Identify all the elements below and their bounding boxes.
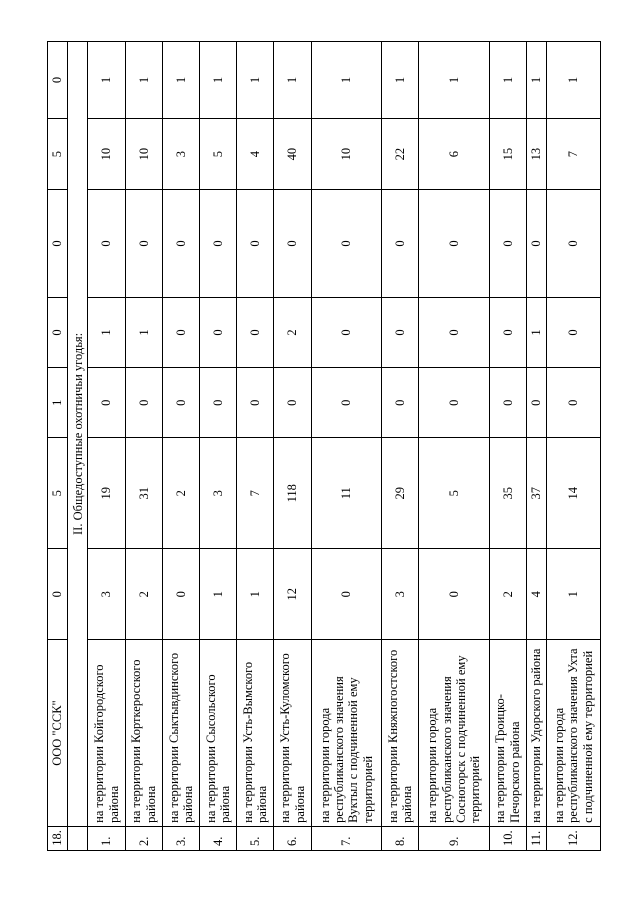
table-body xyxy=(48,42,601,851)
row-value: 22 xyxy=(382,118,419,189)
row-name: на территории Койгородского района xyxy=(88,640,125,827)
header-name: ООО "ССК" xyxy=(48,640,68,827)
row-value: 0 xyxy=(382,190,419,298)
row-value: 3 xyxy=(162,118,199,189)
row-value: 0 xyxy=(489,297,526,367)
row-value: 1 xyxy=(382,42,419,119)
row-value: 1 xyxy=(489,42,526,119)
table-row xyxy=(125,42,162,851)
row-name: на территории Троицко-Печорского района xyxy=(489,640,526,827)
row-value: 0 xyxy=(419,368,489,438)
row-value: 4 xyxy=(526,549,546,640)
row-index: 6. xyxy=(274,826,311,850)
row-value: 37 xyxy=(526,438,546,549)
table-row xyxy=(88,42,125,851)
row-value: 0 xyxy=(311,190,381,298)
row-value: 1 xyxy=(125,297,162,367)
row-value: 1 xyxy=(274,42,311,119)
row-value: 1 xyxy=(526,42,546,119)
header-value: 0 xyxy=(48,42,68,119)
table-row xyxy=(547,42,601,851)
row-value: 1 xyxy=(526,297,546,367)
row-name: на территории Усть-Куломского района xyxy=(274,640,311,827)
row-value: 1 xyxy=(237,42,274,119)
row-value: 0 xyxy=(125,190,162,298)
row-value: 10 xyxy=(88,118,125,189)
row-value: 2 xyxy=(125,549,162,640)
row-value: 0 xyxy=(489,368,526,438)
row-value: 0 xyxy=(200,297,237,367)
row-value: 7 xyxy=(237,438,274,549)
row-value: 2 xyxy=(162,438,199,549)
row-value: 0 xyxy=(274,368,311,438)
header-value: 1 xyxy=(48,368,68,438)
row-index: 2. xyxy=(125,826,162,850)
table-row xyxy=(274,42,311,851)
row-value: 0 xyxy=(526,368,546,438)
row-value: 0 xyxy=(200,190,237,298)
row-value: 2 xyxy=(489,549,526,640)
row-value: 0 xyxy=(311,549,381,640)
row-value: 0 xyxy=(237,368,274,438)
row-index: 1. xyxy=(88,826,125,850)
row-name: на территории города республиканского значения Ухта с подчиненной ему территорией xyxy=(547,640,601,827)
row-name: на территории города республиканского значения Сосногорск с подчиненной ему территорией xyxy=(419,640,489,827)
table-row xyxy=(382,42,419,851)
row-index: 7. xyxy=(311,826,381,850)
header-value: 5 xyxy=(48,118,68,189)
row-value: 0 xyxy=(162,297,199,367)
row-value: 5 xyxy=(200,118,237,189)
row-value: 3 xyxy=(88,549,125,640)
row-value: 0 xyxy=(162,368,199,438)
row-name: на территории Удорского района xyxy=(526,640,546,827)
row-value: 15 xyxy=(489,118,526,189)
row-value: 0 xyxy=(311,297,381,367)
row-index: 3. xyxy=(162,826,199,850)
row-value: 0 xyxy=(419,190,489,298)
table-row xyxy=(526,42,546,851)
row-value: 1 xyxy=(311,42,381,119)
row-value: 40 xyxy=(274,118,311,189)
section-spacer xyxy=(68,826,88,850)
row-value: 6 xyxy=(419,118,489,189)
row-value: 13 xyxy=(526,118,546,189)
row-value: 0 xyxy=(547,368,601,438)
table-row xyxy=(200,42,237,851)
header-value: 0 xyxy=(48,190,68,298)
row-value: 1 xyxy=(200,42,237,119)
table-row xyxy=(311,42,381,851)
row-value: 0 xyxy=(419,297,489,367)
row-index: 12. xyxy=(547,826,601,850)
row-value: 0 xyxy=(489,190,526,298)
header-row xyxy=(48,42,68,851)
row-index: 5. xyxy=(237,826,274,850)
header-index: 18. xyxy=(48,826,68,850)
row-value: 10 xyxy=(125,118,162,189)
row-value: 1 xyxy=(88,42,125,119)
row-value: 3 xyxy=(382,549,419,640)
row-value: 0 xyxy=(526,190,546,298)
rotated-table-wrapper xyxy=(47,41,601,851)
hunting-grounds-table xyxy=(47,41,601,851)
row-value: 1 xyxy=(419,42,489,119)
row-value: 1 xyxy=(547,549,601,640)
row-value: 29 xyxy=(382,438,419,549)
row-value: 0 xyxy=(162,549,199,640)
row-name: на территории Сысольского района xyxy=(200,640,237,827)
header-value: 5 xyxy=(48,438,68,549)
row-name: на территории Корткеросского района xyxy=(125,640,162,827)
row-value: 11 xyxy=(311,438,381,549)
row-name: на территории города республиканского значения Вуктыл с подчиненной ему территорией xyxy=(311,640,381,827)
row-value: 0 xyxy=(125,368,162,438)
row-value: 0 xyxy=(382,368,419,438)
row-name: на территории Сыктывдинского района xyxy=(162,640,199,827)
row-name: на территории Усть-Вымского района xyxy=(237,640,274,827)
row-name: на территории Княжпогостского района xyxy=(382,640,419,827)
row-value: 1 xyxy=(547,42,601,119)
row-value: 0 xyxy=(88,368,125,438)
row-index: 8. xyxy=(382,826,419,850)
row-value: 0 xyxy=(200,368,237,438)
row-value: 1 xyxy=(162,42,199,119)
row-value: 0 xyxy=(419,549,489,640)
row-value: 1 xyxy=(200,549,237,640)
row-value: 35 xyxy=(489,438,526,549)
row-value: 12 xyxy=(274,549,311,640)
row-value: 0 xyxy=(311,368,381,438)
table-row xyxy=(237,42,274,851)
row-value: 1 xyxy=(88,297,125,367)
row-value: 5 xyxy=(419,438,489,549)
header-value: 0 xyxy=(48,549,68,640)
row-value: 0 xyxy=(237,190,274,298)
row-index: 11. xyxy=(526,826,546,850)
row-value: 0 xyxy=(237,297,274,367)
table-row xyxy=(419,42,489,851)
row-value: 0 xyxy=(88,190,125,298)
row-value: 14 xyxy=(547,438,601,549)
row-value: 0 xyxy=(162,190,199,298)
row-value: 31 xyxy=(125,438,162,549)
row-value: 2 xyxy=(274,297,311,367)
row-value: 0 xyxy=(274,190,311,298)
row-value: 0 xyxy=(382,297,419,367)
row-value: 0 xyxy=(547,297,601,367)
row-value: 10 xyxy=(311,118,381,189)
row-value: 0 xyxy=(547,190,601,298)
row-index: 9. xyxy=(419,826,489,850)
row-value: 1 xyxy=(237,549,274,640)
row-value: 1 xyxy=(125,42,162,119)
table-row xyxy=(162,42,199,851)
row-value: 3 xyxy=(200,438,237,549)
row-value: 118 xyxy=(274,438,311,549)
row-index: 10. xyxy=(489,826,526,850)
row-value: 7 xyxy=(547,118,601,189)
header-value: 0 xyxy=(48,297,68,367)
section-title: II. Общедоступные охотничьи угодья: xyxy=(68,42,88,827)
row-value: 19 xyxy=(88,438,125,549)
row-value: 4 xyxy=(237,118,274,189)
row-index: 4. xyxy=(200,826,237,850)
table-row xyxy=(489,42,526,851)
section-row xyxy=(68,42,88,851)
